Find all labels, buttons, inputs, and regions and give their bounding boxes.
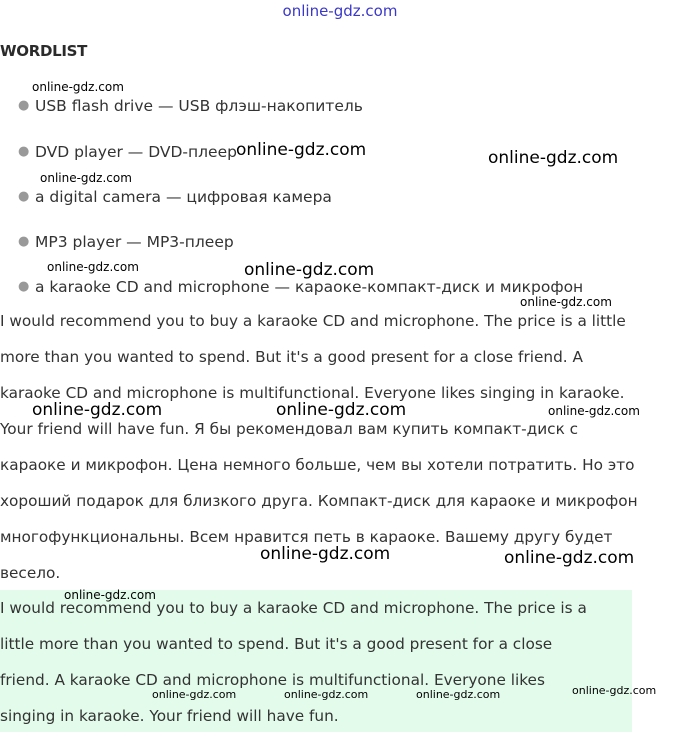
watermark: online-gdz.com [40,171,132,185]
bullet-icon: ● [18,279,30,294]
watermark: online-gdz.com [520,295,612,309]
watermark: online-gdz.com [32,400,163,420]
watermark: online-gdz.com [548,404,640,418]
answer-paragraph: I would recommend you to buy a karaoke CD and microphone. The price is a little more than you wanted to spend. But it's a good present for a close friend. A karaoke CD and microphone is multifunctional. Everyone likes singing in karaoke. Your friend will have fun. [0,599,587,725]
bullet-icon: ● [18,189,30,204]
bullet-icon: ● [18,144,30,159]
watermark: online-gdz.com [32,80,124,94]
watermark: online-gdz.com [276,400,407,420]
watermark: online-gdz.com [416,688,501,701]
watermark: online-gdz.com [236,140,367,160]
watermark: online-gdz.com [572,684,657,697]
watermark: online-gdz.com [152,688,237,701]
watermark: online-gdz.com [47,260,139,274]
answer-box [0,590,632,732]
watermark: online-gdz.com [244,260,375,280]
wordlist-heading: WORDLIST [0,42,88,60]
watermark: online-gdz.com [504,548,635,568]
watermark: online-gdz.com [488,148,619,168]
watermark: online-gdz.com [284,688,369,701]
bullet-icon: ● [18,98,30,113]
watermark: online-gdz.com [260,544,391,564]
bullet-icon: ● [18,234,30,249]
watermark: online-gdz.com [64,588,156,602]
site-header-watermark: online-gdz.com [282,2,398,20]
explanation-paragraph: I would recommend you to buy a karaoke CD and microphone. The price is a little more than you wanted to spend. But it's a good present for a close friend. A karaoke CD and microphone is multifunctional. Everyone likes singing in karaoke. Your friend will have fun. Я бы рекомендовал вам купить компакт-диск с караоке и микрофон. Цена немного больше, чем вы хотели потратить. Но это хороший подарок для близкого друга. Компакт-диск для караоке и микрофон многофункциональны. Всем нравится петь в караоке. Вашему другу будет весело. [0,312,638,582]
